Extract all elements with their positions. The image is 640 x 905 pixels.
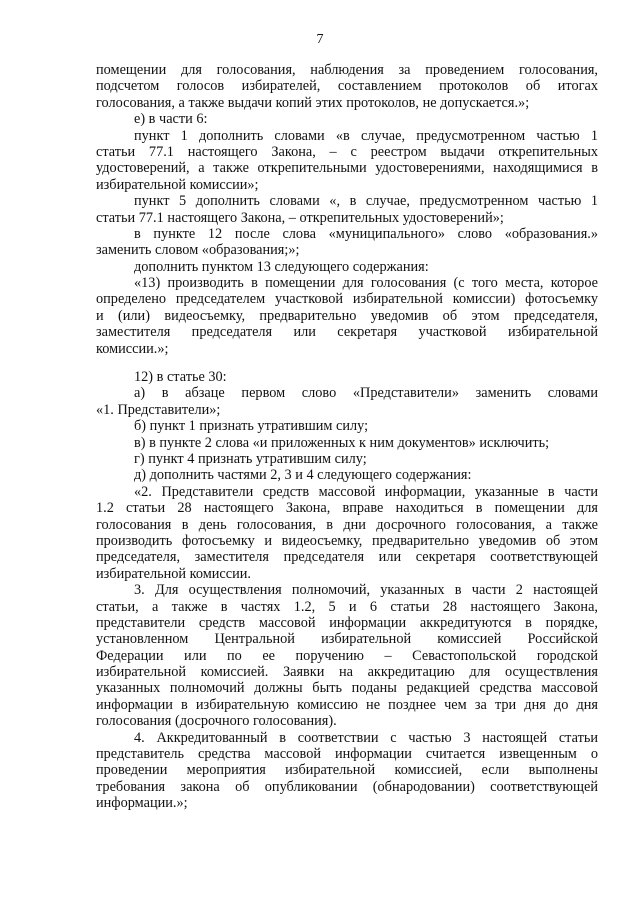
page-number: 7 — [316, 32, 324, 47]
text-line: 1.2 статьи 28 настоящего Закона, вправе находиться в помещении для — [96, 500, 598, 517]
text-line: председателя, заместителя председателя или секретаря соответствующей — [96, 549, 598, 566]
text-line: 4. Аккредитованный в соответствии с частью 3 настоящей статьи — [134, 729, 598, 746]
text-line: представители средств массовой информации аккредитуются в порядке, — [96, 614, 598, 631]
text-line: Федерации или по ее поручению – Севастопольской городской — [96, 647, 598, 664]
text-line: голосования, а также выдачи копий этих протоколов, не допускается.»; — [96, 94, 530, 111]
text-line: б) пункт 1 признать утратившим силу; — [134, 418, 369, 435]
text-line: пункт 5 дополнить словами «, в случае, предусмотренном частью 1 — [134, 193, 598, 210]
text-line: информации в избирательную комиссию не позднее чем за три дня до дня — [96, 696, 598, 713]
text-line: и (или) видеосъемку, предварительно уведомив об этом председателя, — [96, 307, 598, 324]
text-line: «2. Представители средств массовой информации, указанные в части — [134, 483, 598, 500]
text-line: д) дополнить частями 2, 3 и 4 следующего содержания: — [134, 467, 472, 484]
text-line: избирательной комиссии»; — [96, 176, 259, 193]
text-line: статьи, а также в частях 1.2, 5 и 6 статьи 28 настоящего Закона, — [96, 598, 598, 615]
text-line: а) в абзаце первом слово «Представители» заменить словами — [134, 385, 598, 402]
text-line: в) в пункте 2 слова «и приложенных к ним документов» исключить; — [134, 434, 550, 451]
text-line: указанных полномочий должны быть поданы редакцией средства массовой — [96, 680, 598, 697]
text-line: голосования в день голосования, в дни досрочного голосования, а также — [96, 516, 598, 533]
text-line: избирательной комиссии. — [96, 565, 251, 582]
text-line: удостоверений, а также открепительными удостоверениями, находящимися в — [96, 160, 598, 177]
text-line: избирательной комиссией. Заявки на аккредитацию для осуществления — [96, 664, 598, 681]
text-line: представитель средства массовой информации считается извещенным о — [96, 746, 598, 763]
text-line: проведении мероприятия избирательной комиссией, если выполнены — [96, 762, 598, 779]
text-line: 12) в статье 30: — [134, 369, 227, 386]
text-line: 3. Для осуществления полномочий, указанных в части 2 настоящей — [134, 582, 598, 599]
text-line: в пункте 12 после слова «муниципального» слово «образования.» — [134, 225, 598, 242]
text-line: определено председателем участковой избирательной комиссии) фотосъемку — [96, 291, 598, 308]
text-line: заменить словом «образования;»; — [96, 242, 300, 259]
text-line: информации.»; — [96, 795, 188, 812]
text-line: е) в части 6: — [134, 111, 208, 128]
text-line: производить фотосъемку и видеосъемку, предварительно уведомив об этом — [96, 532, 598, 549]
text-line: помещении для голосования, наблюдения за проведением голосования, — [96, 62, 598, 78]
text-line: требования закона об опубликовании (обнародовании) соответствующей — [96, 778, 598, 795]
paragraph-gap — [96, 357, 598, 369]
text-line: комиссии.»; — [96, 340, 169, 357]
text-line: статьи 77.1 настоящего Закона, – с реестром выдачи открепительных — [96, 143, 598, 160]
text-line: «13) производить в помещении для голосования (с того места, которое — [134, 275, 598, 292]
text-line: заместителя председателя или секретаря участковой избирательной — [96, 324, 598, 341]
text-line: г) пункт 4 признать утратившим силу; — [134, 450, 367, 467]
text-line: дополнить пунктом 13 следующего содержания: — [134, 258, 429, 275]
text-line: установленном Центральной избирательной комиссией Российской — [96, 631, 598, 648]
text-line: «1. Представители»; — [96, 401, 221, 418]
text-line: голосования (досрочного голосования). — [96, 713, 337, 730]
text-line: подсчетом голосов избирателей, составлением протоколов об итогах — [96, 78, 598, 95]
document-body — [96, 62, 598, 812]
text-line: статьи 77.1 настоящего Закона, – открепительных удостоверений»; — [96, 209, 504, 226]
text-line: пункт 1 дополнить словами «в случае, предусмотренном частью 1 — [134, 127, 598, 144]
